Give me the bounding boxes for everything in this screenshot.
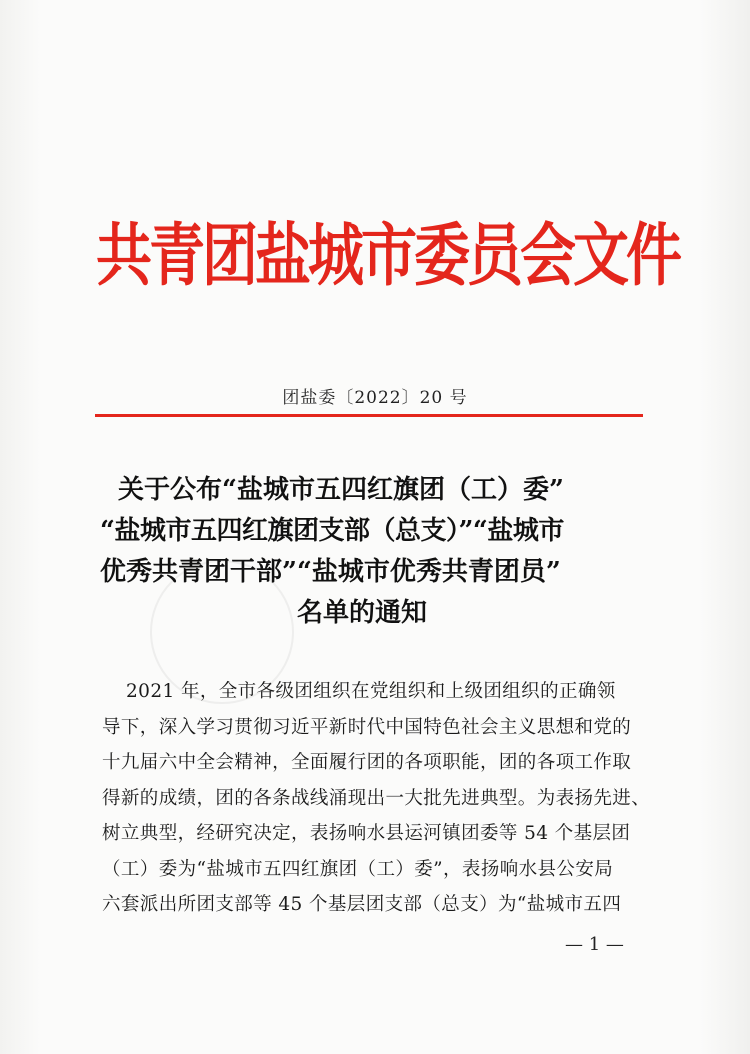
red-divider-line bbox=[95, 414, 643, 417]
notice-title-line: 关于公布“盐城市五四红旗团（工）委” bbox=[118, 475, 564, 505]
notice-title-line: 名单的通知 bbox=[296, 598, 427, 628]
body-line: 导下，深入学习贯彻习近平新时代中国特色社会主义思想和党的 bbox=[102, 716, 632, 738]
page-number: — 1 — bbox=[565, 934, 624, 955]
body-paragraph bbox=[102, 674, 651, 923]
body-line: 2021 年，全市各级团组织在党组织和上级团组织的正确领 bbox=[126, 681, 616, 702]
notice-title-line: 优秀共青团干部”“盐城市优秀共青团员” bbox=[100, 557, 561, 587]
document-number: 团盐委〔2022〕20 号 bbox=[282, 388, 468, 408]
notice-title bbox=[100, 470, 648, 634]
body-line: 六套派出所团支部等 45 个基层团支部（总支）为“盐城市五四 bbox=[102, 894, 622, 915]
body-line: 十九届六中全会精神，全面履行团的各项职能，团的各项工作取 bbox=[102, 752, 632, 773]
body-line: 得新的成绩，团的各条战线涌现出一大批先进典型。为表扬先进、 bbox=[102, 787, 651, 809]
body-line: （工）委为“盐城市五四红旗团（工）委”，表扬响水县公安局 bbox=[102, 858, 614, 880]
document-header-title: 共青团盐城市委员会文件 bbox=[96, 216, 679, 296]
body-line: 树立典型，经研究决定，表扬响水县运河镇团委等 54 个基层团 bbox=[102, 823, 631, 844]
notice-title-line: “盐城市五四红旗团支部（总支）”“盐城市 bbox=[100, 516, 564, 546]
